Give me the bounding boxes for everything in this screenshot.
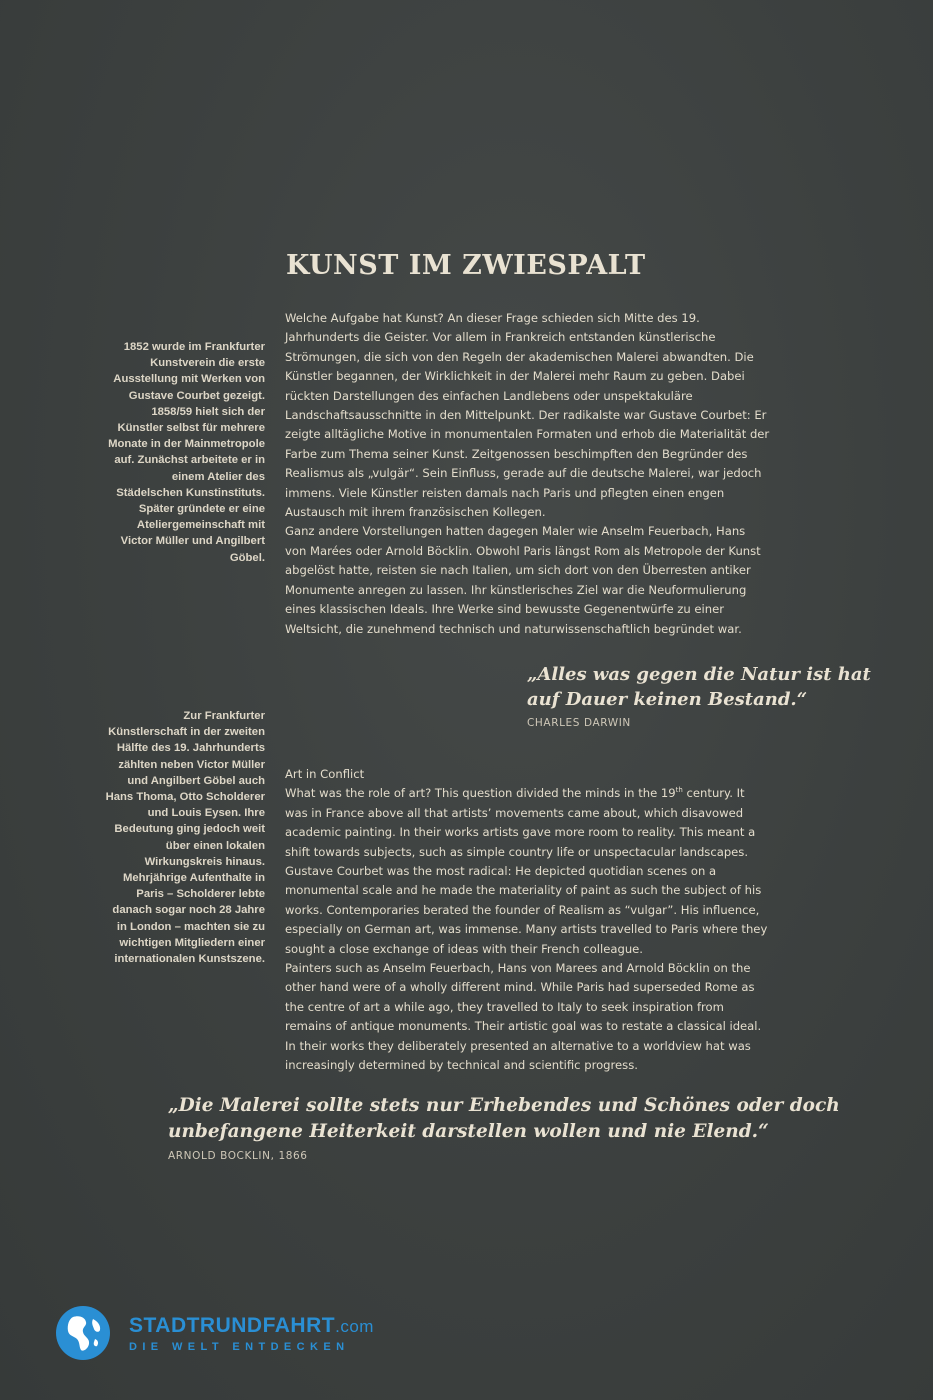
german-paragraph: Welche Aufgabe hat Kunst? An dieser Frage schieden sich Mitte des 19. Jahrhunderts die Geister. Vor allem in Frankreich entstanden künstlerische Strömungen, die sich von den Regeln der akademischen Malerei abwandten. Die Künstler begannen, der Wirklichkeit in der Malerei mehr Raum zu geben. Dabei rückten Darstellungen des einfachen Landlebens oder unspektakuläre Landschaftsausschnitte in den Mittelpunkt. Der radikalste war Gustave Courbet: Er zeigte alltägliche Motive in monumentalen Formaten und erhob die Materialität der Farbe zum Thema seiner Kunst. Zeitgenossen beschimpften den Begründer des Realismus als „vulgär“. Sein Einfluss, gerade auf die deutsche Malerei, war jedoch immens. Viele Künstler reisten damals nach Paris und pflegten einen engen Austausch mit ihrem französischen Kollegen. — [285, 311, 770, 520]
english-paragraph-part: What was the role of art? This question divided the minds in the 19 — [285, 786, 676, 801]
watermark-suffix: .com — [335, 1317, 374, 1336]
english-title: Art in Conflict — [285, 767, 365, 781]
page-title: KUNST IM ZWIESPALT — [286, 250, 646, 281]
ordinal-superscript: th — [675, 786, 683, 795]
quote-darwin — [527, 662, 907, 729]
watermark-tagline: DIE WELT ENTDECKEN — [129, 1341, 350, 1353]
english-paragraph — [285, 784, 770, 959]
english-paragraph: Painters such as Anselm Feuerbach, Hans von Marees and Arnold Böcklin on the other hand were of a wholly different mind. While Paris had superseded Rome as the centre of art a while ago, they travelled to Italy to seek inspiration from remains of antique monuments. Their artistic goal was to restate a classical ideal. In their works they deliberately presented an alternative to a worldview hat was increasingly determined by technical and scientific progress. — [285, 961, 762, 1073]
german-body-text — [285, 309, 770, 639]
watermark-name — [129, 1314, 374, 1338]
watermark-name-text: STADTRUNDFAHRT — [129, 1314, 336, 1337]
globe-icon — [55, 1305, 111, 1361]
quote-author: ARNOLD BOCKLIN, 1866 — [168, 1150, 308, 1162]
side-note-courbet: 1852 wurde im Frankfurter Kunstverein die erste Ausstellung mit Werken von Gustave Courbet gezeigt. 1858/59 hielt sich der Künstler selbst für mehrere Monate in der Mainmetropole auf. Zunächst arbeitete er in einem Atelier des Städelschen Kunstinstituts. Später gründete er eine Ateliergemeinschaft mit Victor Müller und Angilbert Göbel. — [108, 341, 265, 564]
english-paragraph-part: century. It was in France above all that artists’ movements came about, which disavowed academic painting. In their works artists gave more room to reality. This meant a shift towards subjects, such as simple country life or unspectacular landscapes. Gustave Courbet was the most radical: He depicted quotidian scenes on a monumental scale and he made the materiality of paint as such the subject of his works. Contemporaries berated the founder of Realism as “vulgar”. His influence, especially on German art, was immense. Many artists travelled to Paris where they sought a close exchange of ideas with their French colleague. — [285, 786, 768, 956]
quote-text: „Alles was gegen die Natur ist hat auf Dauer keinen Bestand.“ — [527, 664, 871, 710]
quote-bocklin — [168, 1093, 888, 1162]
quote-author: CHARLES DARWIN — [527, 717, 631, 729]
english-body-text — [285, 765, 770, 1076]
german-paragraph: Ganz andere Vorstellungen hatten dagegen Maler wie Anselm Feuerbach, Hans von Marées oder Arnold Böcklin. Obwohl Paris längst Rom als Metropole der Kunst abgelöst hatte, reisten sie nach Italien, um sich dort von den Überresten antiker Monumente anregen zu lassen. Ihr künstlerisches Ziel war die Neuformulierung eines klassischen Ideals. Ihre Werke sind bewusste Gegenentwürfe zu einer Weltsicht, die zunehmend technisch und naturwissenschaftlich begründet war. — [285, 524, 761, 636]
side-note-frankfurt-artists: Zur Frankfurter Künstlerschaft in der zweiten Hälfte des 19. Jahrhunderts zählten neben Victor Müller und Angilbert Göbel auch Hans Thoma, Otto Scholderer und Louis Eysen. Ihre Bedeutung ging jedoch weit über einen lokalen Wirkungskreis hinaus. Mehrjährige Aufenthalte in Paris – Scholderer lebte danach sogar noch 28 Jahre in London – machten sie zu wichtigen Mitgliedern einer internationalen Kunstszene. — [105, 710, 265, 966]
quote-text: „Die Malerei sollte stets nur Erhebendes und Schönes oder doch unbefangene Heiterkeit darstellen wollen und nie Elend.“ — [168, 1095, 840, 1142]
